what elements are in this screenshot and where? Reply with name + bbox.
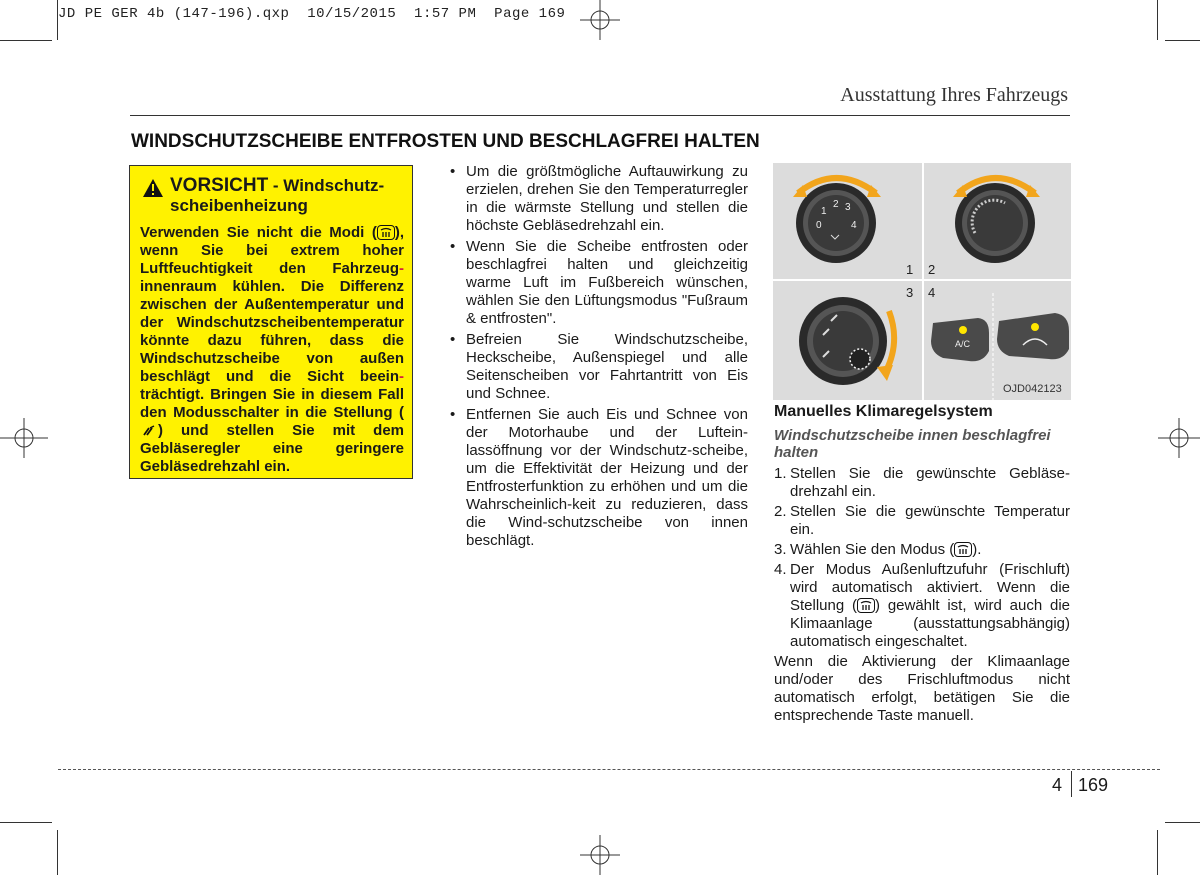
page-number: 169 [1078, 775, 1109, 795]
list-item: 2. Stellen Sie die gewünschte Temperatur ein. [774, 503, 1070, 538]
ac-button [931, 318, 989, 361]
fan-speed-knob [796, 183, 876, 263]
crop-mark [1157, 0, 1158, 40]
print-metadata: JD PE GER 4b (147-196).qxp 10/15/2015 1:57 PM Page 169 [58, 6, 566, 22]
crop-mark [0, 822, 52, 823]
page-heading: WINDSCHUTZSCHEIBE ENTFROSTEN UND BESCHLAGFREI HALTEN [131, 131, 760, 152]
defrost-mode-icon [954, 542, 972, 557]
registration-mark-icon [580, 835, 620, 875]
list-item: 3. Wählen Sie den Modus ( ). [774, 541, 982, 558]
defrost-mode-icon [377, 225, 395, 240]
defrost-mode-icon [857, 598, 875, 613]
warning-triangle-icon [142, 178, 164, 198]
registration-mark-icon [1158, 418, 1200, 458]
svg-text:0: 0 [816, 220, 822, 231]
figure-code: OJD042123 [1003, 383, 1062, 395]
figure-label-1: 1 [906, 262, 914, 277]
svg-text:1: 1 [821, 206, 827, 217]
caution-text: Verwenden Sie nicht die Modi ( ), wenn Sie bei extrem hoher Luftfeuchtigkeit den Fahrzeug- innenraum kühlen. Die Differenz zwischen der Außentemperatur und der Windschutzscheibentemperatur könnte dazu führen, dass die Windschutzscheibe von außen beschlägt und die Sicht beein-trächtigt. Bringen Sie in diesem Fall den Modusschalter in die Stellung ( ) und stellen Sie mit dem Gebläseregler eine geringere Gebläsedrehzahl ein. [140, 224, 404, 475]
list-item: • Befreien Sie Windschutzscheibe, Heckscheibe, Außenspiegel und alle Seitenscheiben vor Fahrtantritt von Eis und Schnee. [450, 331, 748, 402]
manual-heading: Manuelles Klimaregelsystem [774, 403, 993, 420]
list-item: • Wenn Sie die Scheibe entfrosten oder beschlagfrei halten und gleichzeitig warme Luft im Fußbereich wünschen, wählen Sie den Lüftungsmodus "Fußraum & entfrosten". [450, 238, 748, 327]
list-item: • Um die größtmögliche Auftauwirkung zu erzielen, drehen Sie den Temperaturregler in die wärmste Stellung und stellen die höchste Gebläsedrehzahl ein. [450, 163, 748, 234]
figure-label-3: 3 [906, 285, 914, 300]
page-number-divider [1071, 771, 1072, 797]
caution-title: VORSICHT - Windschutz- scheibenheizung [170, 175, 385, 215]
bullet-list [450, 163, 748, 553]
climate-control-figure [773, 163, 1071, 400]
svg-text:2: 2 [833, 199, 839, 210]
figure-label-4: 4 [928, 285, 936, 300]
figure-label-2: 2 [928, 262, 936, 277]
crop-mark [57, 830, 58, 875]
registration-mark-icon [580, 0, 620, 40]
svg-text:A/C: A/C [955, 339, 971, 349]
list-item: 4. Der Modus Außenluftzufuhr (Frischluft) wird automatisch aktiviert. Wenn die Stellung ( ) gewählt ist, wird auch die Klimaanlage (ausstattungsabhängig) automatisch eingeschaltet. [774, 561, 1070, 650]
svg-text:3: 3 [845, 202, 851, 213]
crop-mark [1165, 822, 1200, 823]
footer-divider [58, 769, 1160, 770]
manual-climate-section [774, 403, 1070, 725]
list-item: 1. Stellen Sie die gewünschte Gebläse-drehzahl ein. [774, 465, 1070, 500]
list-item: • Entfernen Sie auch Eis und Schnee von der Motorhaube und der Luftein-lassöffnung vor der Windschutz-scheibe, um die Effektivität der Heizung und der Entfrosterfunktion zu erhöhen und um die Wahrscheinlich-keit zu reduzieren, dass die Wind-schutzscheibe von innen beschlägt. [450, 406, 748, 549]
mode-knob [799, 297, 887, 385]
manual-subheading: Windschutzscheibe innen beschlagfrei halten [774, 427, 1051, 461]
air-recirculation-button [997, 313, 1069, 359]
registration-mark-icon [0, 418, 48, 458]
temperature-knob [955, 183, 1035, 263]
header-rule [130, 115, 1070, 116]
crop-mark [0, 40, 52, 41]
caution-box [129, 165, 413, 479]
section-title: Ausstattung Ihres Fahrzeugs [840, 84, 1068, 106]
crop-mark [1157, 830, 1158, 875]
closing-paragraph: Wenn die Aktivierung der Klimaanlage und/oder des Frischluftmodus nicht automatisch erfolgt, betätigen Sie die entsprechende Taste manuell. [774, 653, 1070, 724]
svg-text:4: 4 [851, 220, 857, 231]
floor-defrost-mode-icon [140, 423, 158, 438]
crop-mark [1165, 40, 1200, 41]
chapter-number: 4 [1052, 775, 1063, 795]
